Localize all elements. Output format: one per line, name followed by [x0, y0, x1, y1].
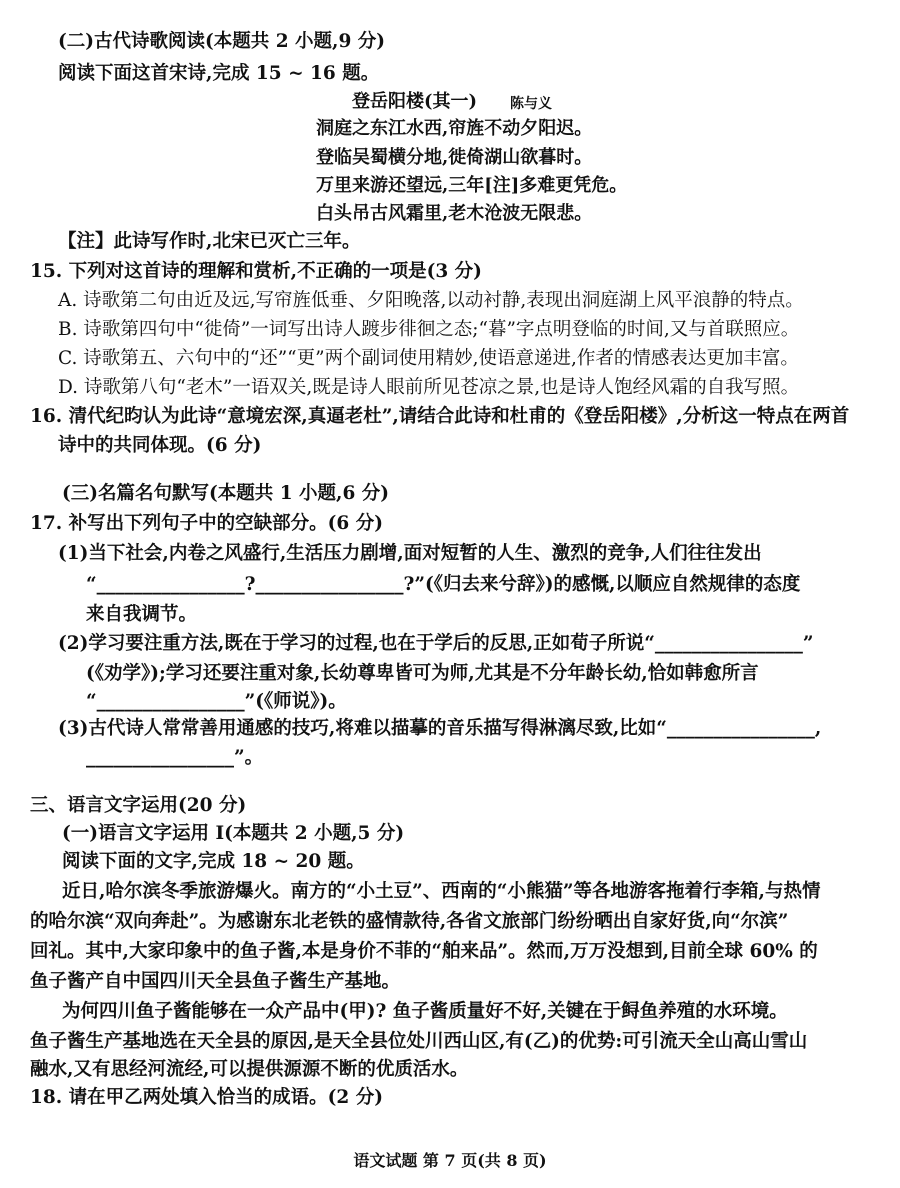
page-footer: 语文试题 第 7 页(共 8 页): [353, 1151, 547, 1170]
poem-line-2: 登临吴蜀横分地,徙倚湖山欲暮时。: [316, 147, 593, 168]
q17-part3-line2: ________________”。: [86, 747, 264, 768]
q17-part2-line1: (2)学习要注重方法,既在于学习的过程,也在于学后的反思,正如荀子所说“________________”: [58, 633, 814, 654]
part3-heading: 三、语言文字运用(20 分): [30, 795, 247, 816]
q17-part2-line3: “________________”(《师说》)。: [86, 691, 347, 712]
poem-line-1: 洞庭之东江水西,帘旌不动夕阳迟。: [316, 118, 593, 139]
q16-line-1: 16. 清代纪昀认为此诗“意境宏深,真逼老杜”,请结合此诗和杜甫的《登岳阳楼》,分析这一特点在两首: [30, 406, 850, 427]
poem-author: 陈与义: [510, 96, 552, 112]
poem-line-3: 万里来游还望远,三年[注]多难更凭危。: [316, 175, 628, 196]
passage-line-6: 鱼子酱生产基地选在天全县的原因,是天全县位处川西山区,有(乙)的优势:可引流天全山高山雪山: [30, 1031, 808, 1052]
part3-instruction: 阅读下面的文字,完成 18 ~ 20 题。: [62, 851, 365, 872]
passage-line-4: 鱼子酱产自中国四川天全县鱼子酱生产基地。: [30, 971, 401, 992]
passage-line-3: 回礼。其中,大家印象中的鱼子酱,本是身价不菲的“舶来品”。然而,万万没想到,目前全球 60% 的: [30, 941, 818, 962]
q15-option-a: A. 诗歌第二句由近及远,写帘旌低垂、夕阳晚落,以动衬静,表现出洞庭湖上风平浪静的特点。: [58, 290, 804, 311]
passage-line-5: 为何四川鱼子酱能够在一众产品中(甲)? 鱼子酱质量好不好,关键在于鲟鱼养殖的水环境。: [62, 1001, 788, 1022]
passage-line-7: 融水,又有思经河流经,可以提供源源不断的优质活水。: [30, 1059, 469, 1080]
q17-part3-line1: (3)古代诗人常常善用通感的技巧,将难以描摹的音乐描写得淋漓尽致,比如“________________,: [58, 718, 822, 739]
q15-option-c: C. 诗歌第五、六句中的“还”“更”两个副词使用精妙,使语意递进,作者的情感表达更加丰富。: [58, 348, 799, 369]
poem-line-4: 白头吊古风霜里,老木沧波无限悲。: [316, 203, 593, 224]
q17-part1-line1: (1)当下社会,内卷之风盛行,生活压力剧增,面对短暂的人生、激烈的竞争,人们往往发出: [58, 543, 762, 564]
q18-stem: 18. 请在甲乙两处填入恰当的成语。(2 分): [30, 1087, 383, 1108]
poem-title: 登岳阳楼(其一): [352, 91, 478, 112]
q17-stem: 17. 补写出下列句子中的空缺部分。(6 分): [30, 513, 383, 534]
poem-note: 【注】此诗写作时,北宋已灭亡三年。: [58, 231, 361, 252]
q17-part1-line2: “________________?________________?”(《归去来兮辞》)的感慨,以顺应自然规律的态度: [86, 574, 801, 595]
q16-line-2: 诗中的共同体现。(6 分): [58, 435, 262, 456]
q15-option-d: D. 诗歌第八句“老木”一语双关,既是诗人眼前所见苍凉之景,也是诗人饱经风霜的自我写照。: [58, 377, 800, 398]
section2-heading: (二)古代诗歌阅读(本题共 2 小题,9 分): [58, 31, 386, 52]
q17-part1-line3: 来自我调节。: [86, 604, 198, 625]
passage-line-1: 近日,哈尔滨冬季旅游爆火。南方的“小土豆”、西南的“小熊猫”等各地游客拖着行李箱,与热情: [62, 881, 821, 902]
q17-part2-line2: (《劝学》);学习还要注重对象,长幼尊卑皆可为师,尤其是不分年龄长幼,恰如韩愈所言: [86, 663, 759, 684]
q15-option-b: B. 诗歌第四句中“徙倚”一词写出诗人踱步徘徊之态;“暮”字点明登临的时间,又与首联照应。: [58, 319, 800, 340]
part3-sub-heading: (一)语言文字运用 Ⅰ(本题共 2 小题,5 分): [62, 823, 405, 844]
section2-instruction: 阅读下面这首宋诗,完成 15 ~ 16 题。: [58, 63, 380, 84]
q15-stem: 15. 下列对这首诗的理解和赏析,不正确的一项是(3 分): [30, 261, 482, 282]
passage-line-2: 的哈尔滨“双向奔赴”。为感谢东北老铁的盛情款待,各省文旅部门纷纷晒出自家好货,向“尔滨”: [30, 911, 789, 932]
section3-heading: (三)名篇名句默写(本题共 1 小题,6 分): [62, 483, 390, 504]
